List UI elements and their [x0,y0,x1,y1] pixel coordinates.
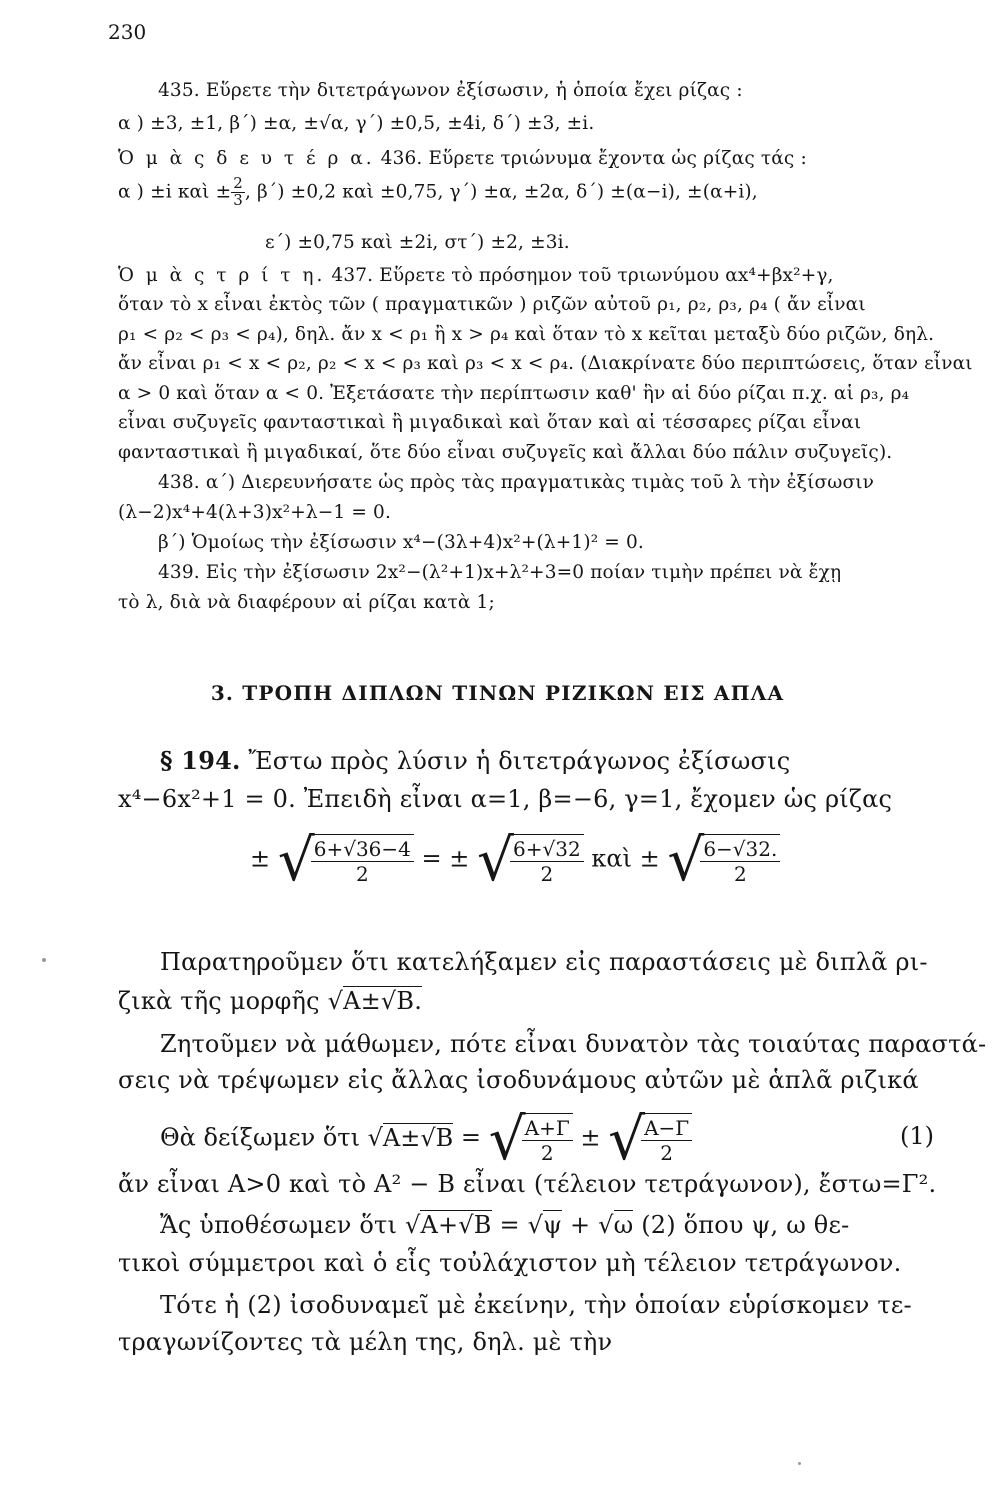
exercise-438-equation: (λ−2)x⁴+4(λ+3)x²+λ−1 = 0. [118,502,391,523]
radical-3: √ $\frac{6-√32.}{2}$ [667,826,780,894]
radical-2: √ $\frac{6+√32}{2}$ [477,826,584,894]
page-number: 230 [108,20,147,44]
roots-formula [250,826,780,894]
print-speck [798,1462,801,1465]
paragraph-seek-cont: σεις νὰ τρέψωμεν εἰς ἄλλας ἰσοδυνάμους αὐτῶν μὲ ἁπλᾶ ριζικά [118,1066,919,1094]
paragraph-observe: Παρατηροῦμεν ὅτι κατελήξαμεν εἰς παραστάσεις μὲ διπλᾶ ρι- [160,948,928,976]
exercise-437-line4: ἄν εἶναι ρ₁ < x < ρ₂, ρ₂ < x < ρ₃ καὶ ρ₃ < x < ρ₄. (Διακρίνατε δύο περιπτώσεις, ὅταν εἶναι [118,353,973,374]
assumption-line: Ἄς ὑποθέσωμεν ὅτι √A+√B = √ψ + √ω (2) ὅπου ψ, ω θε- [160,1211,850,1239]
plus-minus-1: ± [250,844,271,873]
exercise-436-roots [118,176,758,209]
exercise-435: 435. Εὕρετε τὴν διτετράγωνον ἐξίσωσιν, ἡ ὁποία ἔχει ρίζας : [158,80,743,101]
conjunction-kai: καὶ [591,844,632,873]
exercise-437-line6: εἶναι συζυγεῖς φανταστικαὶ ἢ μιγαδικαὶ καὶ ὅταν καὶ αἱ τέσσαρες ρίζαι εἶναι [118,412,862,433]
equation-1-radical-b: √ $\frac{A-\Gamma}{2}$ [608,1105,692,1173]
fraction-two-thirds: $\frac{2}{3}$ [233,174,243,209]
exercise-436-text: 436. Εὕρετε τριώνυμα ἔχοντα ὡς ρίζας τάς : [374,148,807,169]
equals-sign: = [421,844,442,873]
group-label-third: Ὁ μ ὰ ς τ ρ ί τ η. [118,265,326,286]
exercise-437 [118,265,834,286]
exercise-439: 439. Εἰς τὴν ἐξίσωσιν 2x²−(λ²+1)x+λ²+3=0 ποίαν τιμὴν πρέπει νὰ ἔχῃ [158,562,842,583]
exercise-437-text: 437. Εὕρετε τὸ πρόσημον τοῦ τριωνύμου αx⁴+βx²+γ, [325,265,834,286]
paragraph-194 [160,746,790,775]
exercise-437-line5: α > 0 καὶ ὅταν α < 0. Ἐξετάσατε τὴν περίπτωσιν καθ' ἣν αἱ δύο ρίζαι π.χ. αἱ ρ₃, ρ₄ [118,383,910,404]
radical-3-denominator: 2 [733,862,747,886]
exercise-439-line2: τὸ λ, διὰ νὰ διαφέρουν αἱ ρίζαι κατὰ 1; [118,592,495,613]
exercise-435-answers: α ) ±3, ±1, β΄) ±α, ±√α, γ΄) ±0,5, ±4i, δ΄) ±3, ±i. [118,113,595,134]
radical-1: √ $\frac{6+√36-4}{2}$ [278,826,414,894]
exercise-437-line3: ρ₁ < ρ₂ < ρ₃ < ρ₄), δηλ. ἄν x < ρ₁ ἢ x > ρ₄ καὶ ὅταν τὸ x κεῖται μεταξὺ δύο ριζῶν, δηλ. [118,324,935,345]
exercise-436 [118,148,807,169]
radical-2-numerator: 6+√32 [510,837,584,862]
roots-part-a: α ) ±i καὶ ± [118,181,232,203]
group-label-second: Ὁ μ ὰ ς δ ε υ τ έ ρ α. [118,148,375,169]
exercise-438: 438. α΄) Διερευνήσατε ὡς πρὸς τὰς πραγματικὰς τιμὰς τοῦ λ τὴν ἐξίσωσιν [158,472,875,493]
radical-1-numerator: 6+√36−4 [311,837,414,862]
print-speck [42,958,46,962]
radical-2-denominator: 2 [540,862,554,886]
paragraph-observe-cont: ζικὰ τῆς μορφῆς √A±√B. [118,987,423,1015]
equation-1: Θὰ δείξωμεν ὅτι √A±√B = √ $\frac{A+\Gamma}{2}$ ± √ $\frac{A-\Gamma}{2}$ [160,1105,692,1173]
equation-1-radical-a: √ $\frac{A+\Gamma}{2}$ [489,1105,573,1173]
equation-1-intro: Θὰ δείξωμεν ὅτι [160,1123,368,1152]
exercise-437-line2: ὅταν τὸ x εἶναι ἐκτὸς τῶν ( πραγματικῶν ) ριζῶν αὐτοῦ ρ₁, ρ₂, ρ₃, ρ₄ ( ἄν εἶναι [118,294,866,315]
exercise-437-line7: φανταστικαὶ ἢ μιγαδικαί, ὅτε δύο εἶναι συζυγεῖς καὶ ἄλλαι δύο πάλιν συζυγεῖς). [118,442,893,463]
equation-number-1: (1) [900,1122,934,1150]
equation-1-left: A±√B [382,1123,454,1152]
condition-line: ἄν εἶναι A>0 καὶ τὸ A² − B εἶναι (τέλειον τετράγωνον), ἔστω=Γ². [118,1170,937,1198]
roots-part-b: , β΄) ±0,2 καὶ ±0,75, γ΄) ±α, ±2α, δ΄) ±(α−i), ±(α+i), [244,181,758,203]
plus-minus-2: ± [449,844,470,873]
assumption-cont: τικοὶ σύμμετροι καὶ ὁ εἷς τοὐλάχιστον μὴ τέλειον τετράγωνον. [118,1249,902,1277]
radical-1-denominator: 2 [355,862,369,886]
equation-line: x⁴−6x²+1 = 0. Ἐπειδὴ εἶναι α=1, β=−6, γ=1, ἔχομεν ὡς ρίζας [118,785,893,813]
paragraph-seek: Ζητοῦμεν νὰ μάθωμεν, πότε εἶναι δυνατὸν τὰς τοιαύτας παραστά- [160,1030,987,1058]
section-mark: § 194. [160,746,241,775]
section-heading: 3. ΤΡΟΠΗ ΔΙΠΛΩΝ ΤΙΝΩΝ ΡΙΖΙΚΩΝ ΕΙΣ ΑΠΛΑ [210,681,785,705]
radical-3-numerator: 6−√32. [700,837,780,862]
plus-minus-3: ± [639,844,660,873]
paragraph-194-text: Ἔστω πρὸς λύσιν ἡ διτετράγωνος ἐξίσωσις [240,747,791,775]
paragraph-then-cont: τραγωνίζοντες τὰ μέλη της, δηλ. μὲ τὴν [118,1328,613,1356]
exercise-436-roots-continued: ε΄) ±0,75 καὶ ±2i, στ΄) ±2, ±3i. [265,232,570,253]
double-radical-form: A±√B. [343,987,423,1015]
exercise-438-b: β΄) Ὁμοίως τὴν ἐξίσωσιν x⁴−(3λ+4)x²+(λ+1)² = 0. [158,532,644,553]
paragraph-then: Τότε ἡ (2) ἰσοδυναμεῖ μὲ ἐκείνην, τὴν ὁποίαν εὑρίσκομεν τε- [160,1291,912,1319]
